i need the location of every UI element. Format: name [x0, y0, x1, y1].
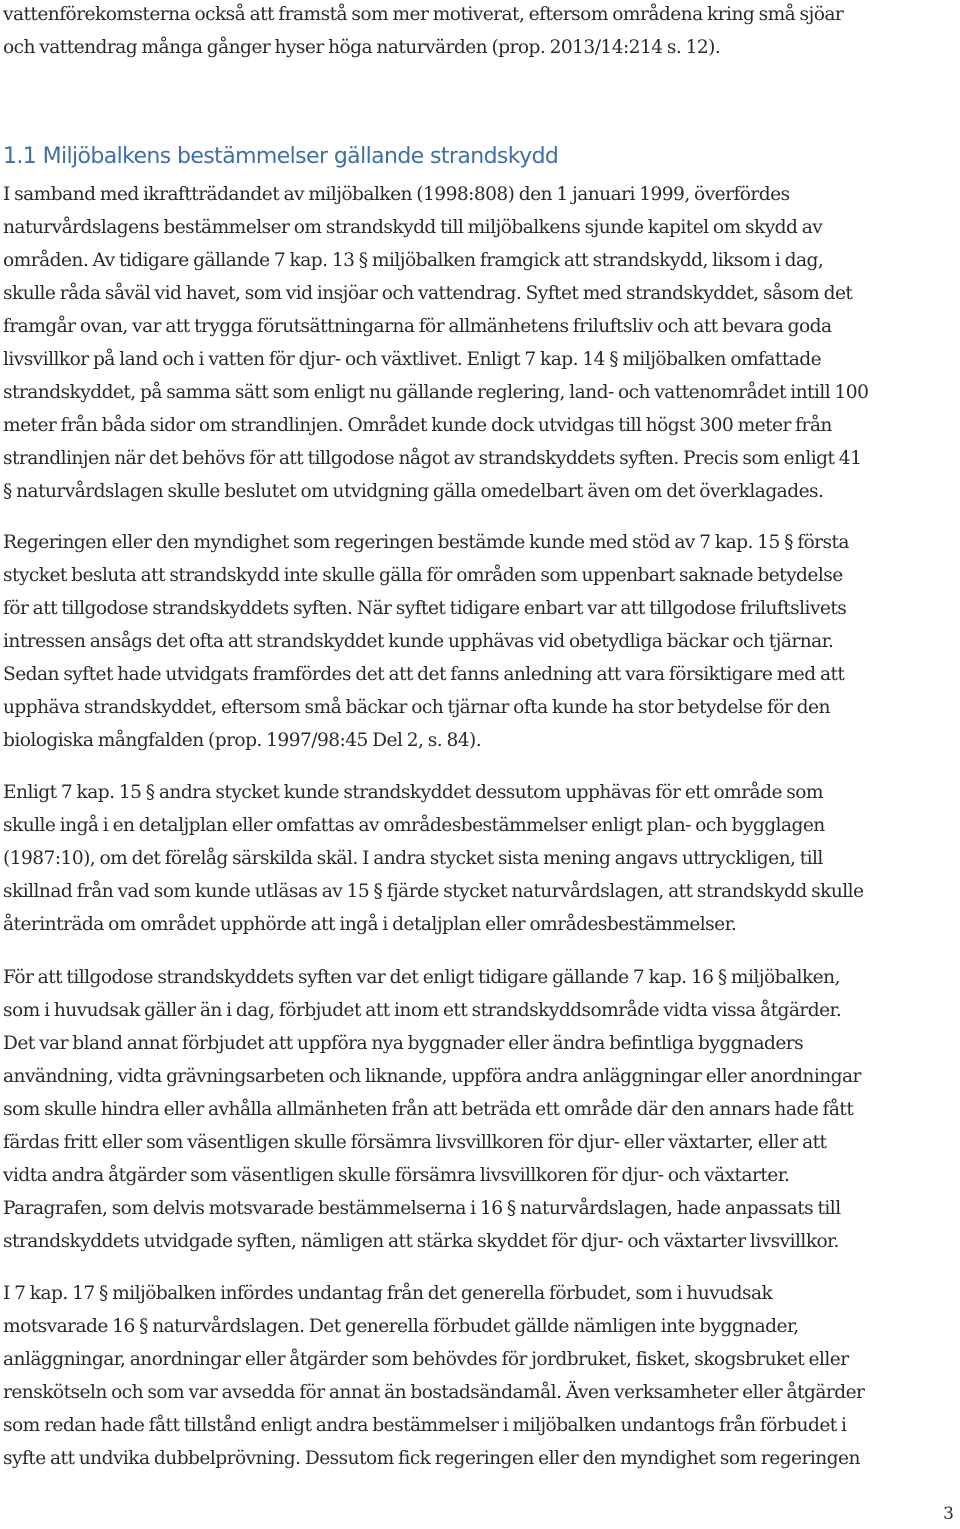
page-number: 3	[943, 1504, 954, 1524]
text-line: återinträda om området upphörde att ingå i detaljplan eller områdesbestämmelser.	[3, 914, 737, 935]
text-line: färdas fritt eller som väsentligen skulle försämra livsvillkoren för djur- eller växtarter, eller att	[3, 1132, 827, 1153]
text-line: strandskyddet, på samma sätt som enligt nu gällande reglering, land- och vattenområdet intill 100	[3, 382, 869, 403]
text-line: intressen ansågs det ofta att strandskyddet kunde upphävas vid obetydliga bäckar och tjärnar.	[3, 631, 834, 652]
text-line: Enligt 7 kap. 15 § andra stycket kunde strandskyddet dessutom upphävas för ett område som	[3, 782, 823, 803]
text-line: och vattendrag många gånger hyser höga naturvärden (prop. 2013/14:214 s. 12).	[3, 37, 721, 58]
text-line: som i huvudsak gäller än i dag, förbjudet att inom ett strandskyddsområde vidta vissa åtgärder.	[3, 1000, 842, 1021]
text-line: skillnad från vad som kunde utläsas av 15 § fjärde stycket naturvårdslagen, att strandskydd skulle	[3, 881, 864, 902]
text-line: Det var bland annat förbjudet att uppföra nya byggnader eller ändra befintliga byggnaders	[3, 1033, 804, 1054]
text-line: användning, vidta grävningsarbeten och liknande, uppföra andra anläggningar eller anordningar	[3, 1066, 861, 1087]
text-line: framgår ovan, var att trygga förutsättningarna för allmänhetens friluftsliv och att bevara goda	[3, 316, 832, 337]
text-line: naturvårdslagens bestämmelser om strandskydd till miljöbalkens sjunde kapitel om skydd av	[3, 217, 823, 238]
text-line: syfte att undvika dubbelprövning. Dessutom fick regeringen eller den myndighet som regeringen	[3, 1448, 860, 1469]
text-line: renskötseln och som var avsedda för annat än bostadsändamål. Även verksamheter eller åtgärder	[3, 1382, 865, 1403]
text-line: strandlinjen när det behövs för att tillgodose något av strandskyddets syften. Precis som enligt 41	[3, 448, 862, 469]
text-line: skulle råda såväl vid havet, som vid insjöar och vattendrag. Syftet med strandskyddet, såsom det	[3, 283, 853, 304]
text-line: För att tillgodose strandskyddets syften var det enligt tidigare gällande 7 kap. 16 § miljöbalken,	[3, 967, 840, 988]
text-line: strandskyddets utvidgade syften, nämligen att stärka skyddet för djur- och växtarter livsvillkor.	[3, 1231, 839, 1252]
text-line: områden. Av tidigare gällande 7 kap. 13 § miljöbalken framgick att strandskydd, liksom i dag,	[3, 250, 824, 271]
text-line: biologiska mångfalden (prop. 1997/98:45 Del 2, s. 84).	[3, 730, 482, 751]
text-line: Paragrafen, som delvis motsvarade bestämmelserna i 16 § naturvårdslagen, hade anpassats till	[3, 1198, 841, 1219]
text-line: § naturvårdslagen skulle beslutet om utvidgning gälla omedelbart även om det överklagades.	[3, 481, 824, 502]
text-line: upphäva strandskyddet, eftersom små bäckar och tjärnar ofta kunde ha stor betydelse för den	[3, 697, 830, 718]
text-line: (1987:10), om det förelåg särskilda skäl. I andra stycket sista mening angavs uttryckligen, till	[3, 848, 823, 869]
text-line: Sedan syftet hade utvidgats framfördes det att det fanns anledning att vara försiktigare med att	[3, 664, 845, 685]
section-heading: 1.1 Miljöbalkens bestämmelser gällande strandskydd	[3, 144, 559, 169]
text-line: som skulle hindra eller avhålla allmänheten från att beträda ett område där den annars hade fått	[3, 1099, 854, 1120]
text-line: för att tillgodose strandskyddets syften. När syftet tidigare enbart var att tillgodose friluftslivets	[3, 598, 847, 619]
text-line: I 7 kap. 17 § miljöbalken infördes undantag från det generella förbudet, som i huvudsak	[3, 1283, 773, 1304]
text-line: I samband med ikraftträdandet av miljöbalken (1998:808) den 1 januari 1999, överfördes	[3, 184, 790, 205]
text-line: stycket besluta att strandskydd inte skulle gälla för områden som uppenbart saknade betydelse	[3, 565, 843, 586]
text-line: anläggningar, anordningar eller åtgärder som behövdes för jordbruket, fisket, skogsbruket eller	[3, 1349, 849, 1370]
text-line: motsvarade 16 § naturvårdslagen. Det generella förbudet gällde nämligen inte byggnader,	[3, 1316, 799, 1337]
text-line: skulle ingå i en detaljplan eller omfattas av områdesbestämmelser enligt plan- och bygglagen	[3, 815, 825, 836]
text-line: vidta andra åtgärder som väsentligen skulle försämra livsvillkoren för djur- och växtarter.	[3, 1165, 790, 1186]
text-line: vattenförekomsterna också att framstå som mer motiverat, eftersom områdena kring små sjöar	[3, 4, 844, 25]
text-line: meter från båda sidor om strandlinjen. Området kunde dock utvidgas till högst 300 meter från	[3, 415, 832, 436]
text-line: livsvillkor på land och i vatten för djur- och växtlivet. Enligt 7 kap. 14 § miljöbalken omfattade	[3, 349, 822, 370]
text-line: som redan hade fått tillstånd enligt andra bestämmelser i miljöbalken undantogs från förbudet i	[3, 1415, 847, 1436]
text-line: Regeringen eller den myndighet som regeringen bestämde kunde med stöd av 7 kap. 15 § första	[3, 532, 849, 553]
